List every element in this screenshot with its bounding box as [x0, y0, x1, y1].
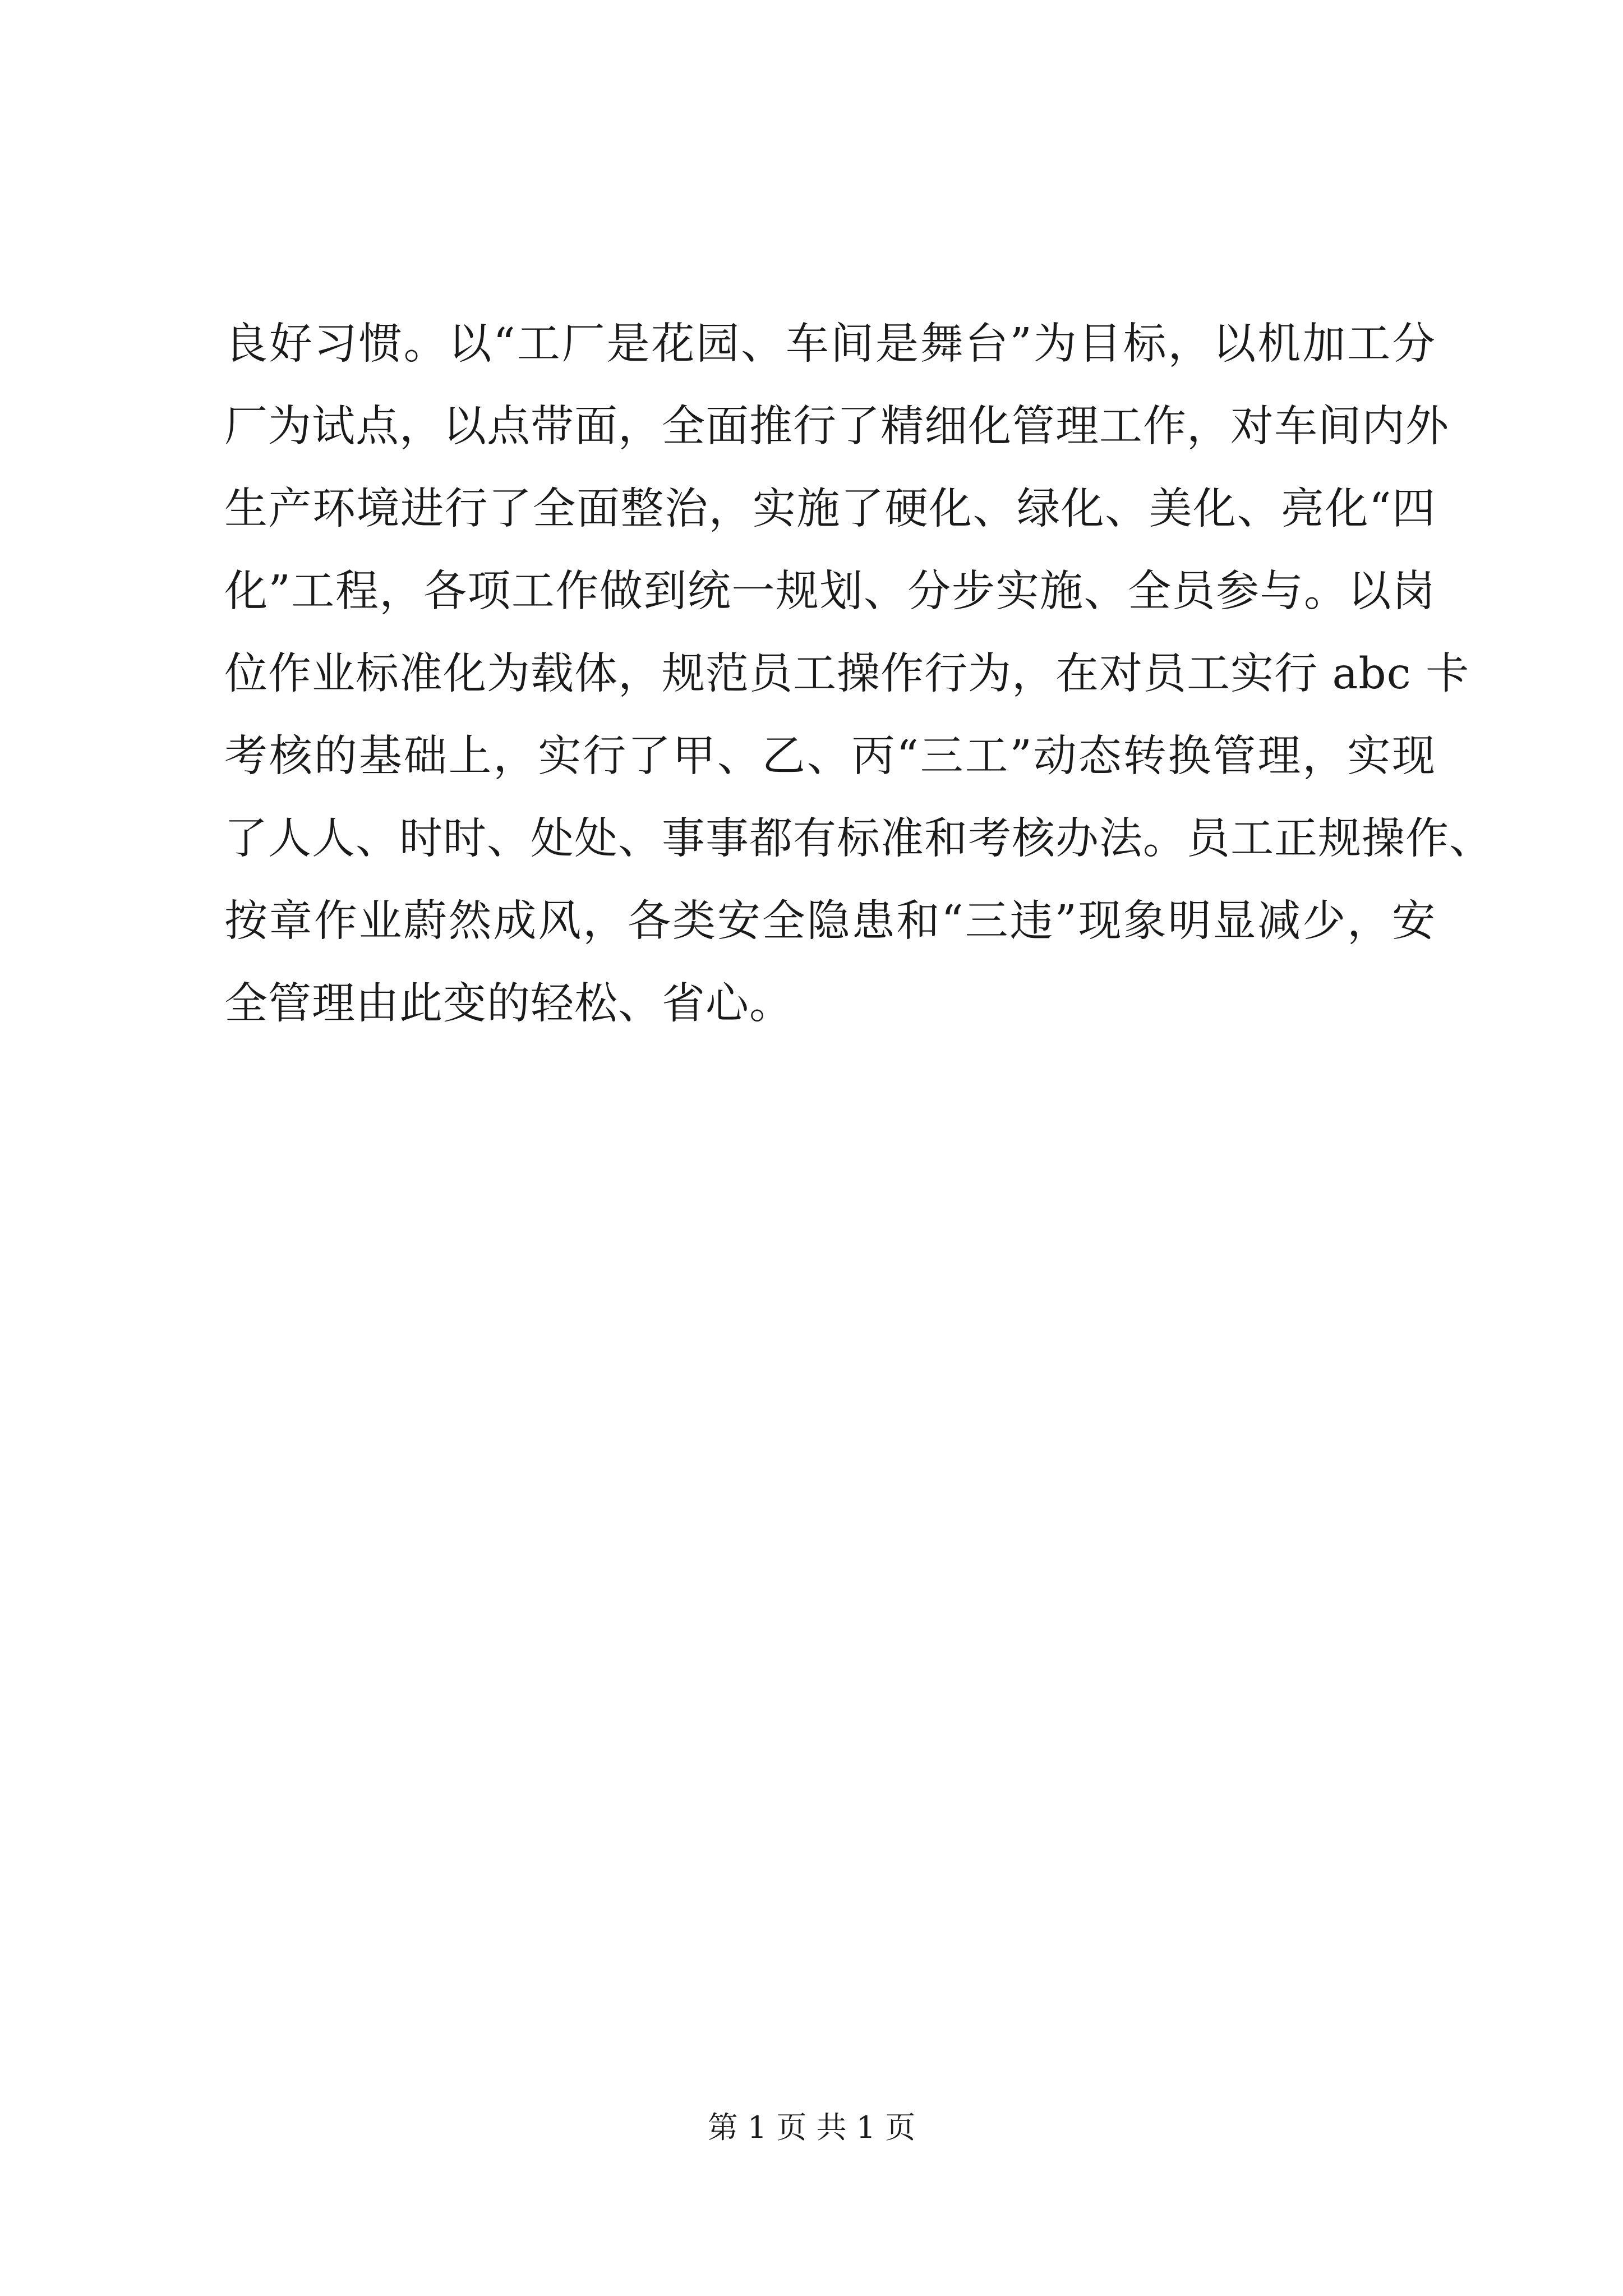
page-number-footer: 第 1 页 共 1 页 [707, 2110, 916, 2145]
body-paragraph [224, 303, 1493, 1045]
paragraph-line: 位作业标准化为载体，规范员工操作行为，在对员工实行 abc 卡 [224, 649, 1470, 699]
paragraph-line: 按章作业蔚然成风，各类安全隐患和“三违”现象明显减少，安 [224, 896, 1436, 946]
paragraph-line: 生产环境进行了全面整治，实施了硬化、绿化、美化、亮化“四 [224, 484, 1436, 534]
paragraph-line: 厂为试点，以点带面，全面推行了精细化管理工作，对车间内外 [224, 402, 1449, 452]
paragraph-line: 全管理由此变的轻松、省心。 [224, 979, 793, 1029]
paragraph-line: 考核的基础上，实行了甲、乙、丙“三工”动态转换管理，实现 [224, 731, 1436, 781]
paragraph-line: 了人人、时时、处处、事事都有标准和考核办法。员工正规操作、 [224, 814, 1493, 864]
paragraph-line: 化”工程，各项工作做到统一规划、分步实施、全员参与。以岗 [224, 567, 1436, 616]
paragraph-line: 良好习惯。以“工厂是花园、车间是舞台”为目标，以机加工分 [224, 319, 1436, 369]
